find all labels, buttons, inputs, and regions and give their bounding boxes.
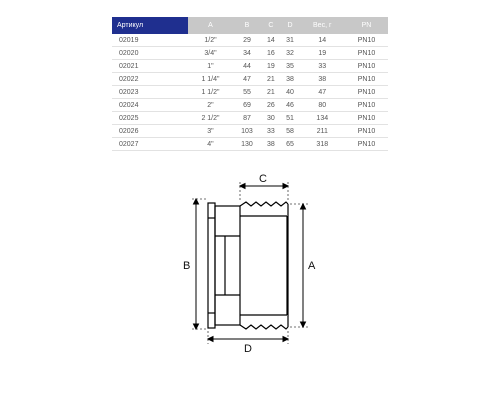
column-header-a: A [188, 17, 232, 34]
column-header-weight: Вес, г [300, 17, 345, 34]
cell-weight: 33 [300, 60, 345, 73]
dimension-label-a: A [308, 260, 316, 272]
arrow-head [301, 204, 306, 209]
cell-b: 103 [233, 125, 262, 138]
cell-b: 44 [233, 60, 262, 73]
table-row [112, 47, 388, 60]
cell-b: 87 [233, 112, 262, 125]
cell-c: 14 [261, 34, 280, 47]
cell-weight: 38 [300, 73, 345, 86]
cell-pn: PN10 [345, 34, 388, 47]
table-body [112, 34, 388, 151]
cell-article: 02026 [112, 125, 188, 138]
cell-b: 55 [233, 86, 262, 99]
cell-d: 32 [280, 47, 299, 60]
cell-d: 40 [280, 86, 299, 99]
thread-bottom [240, 325, 288, 329]
cell-c: 19 [261, 60, 280, 73]
cell-d: 51 [280, 112, 299, 125]
cell-weight: 19 [300, 47, 345, 60]
cell-b: 34 [233, 47, 262, 60]
table-row [112, 138, 388, 151]
table-row [112, 34, 388, 47]
cell-pn: PN10 [345, 112, 388, 125]
cell-pn: PN10 [345, 47, 388, 60]
cell-weight: 47 [300, 86, 345, 99]
column-header-pn: PN [345, 17, 388, 34]
table-row [112, 73, 388, 86]
cell-article: 02021 [112, 60, 188, 73]
arrow-head [194, 324, 199, 329]
spec-table [112, 17, 388, 151]
cell-pn: PN10 [345, 86, 388, 99]
cell-b: 47 [233, 73, 262, 86]
arrow-head [194, 199, 199, 204]
cell-pn: PN10 [345, 125, 388, 138]
thread-top [240, 202, 288, 206]
table-header-row [112, 17, 388, 34]
cell-article: 02020 [112, 47, 188, 60]
cell-d: 58 [280, 125, 299, 138]
arrow-head [283, 184, 288, 189]
cell-c: 21 [261, 73, 280, 86]
cell-d: 35 [280, 60, 299, 73]
cell-b: 69 [233, 99, 262, 112]
column-header-c: C [261, 17, 280, 34]
column-header-d: D [280, 17, 299, 34]
cell-a: 1/2" [188, 34, 232, 47]
cell-weight: 14 [300, 34, 345, 47]
cell-article: 02022 [112, 73, 188, 86]
dimension-label-c: C [259, 173, 267, 185]
cell-a: 4" [188, 138, 232, 151]
cell-a: 1" [188, 60, 232, 73]
cell-article: 02025 [112, 112, 188, 125]
dimension-label-d: D [244, 343, 252, 355]
arrow-head [283, 337, 288, 342]
cell-weight: 134 [300, 112, 345, 125]
table-row [112, 112, 388, 125]
cell-c: 33 [261, 125, 280, 138]
cell-article: 02023 [112, 86, 188, 99]
cell-c: 26 [261, 99, 280, 112]
cell-c: 30 [261, 112, 280, 125]
arrow-head [240, 184, 245, 189]
arrow-head [208, 337, 213, 342]
cell-c: 38 [261, 138, 280, 151]
cell-pn: PN10 [345, 60, 388, 73]
cell-a: 3" [188, 125, 232, 138]
arrow-head [301, 322, 306, 327]
cell-a: 2 1/2" [188, 112, 232, 125]
cell-a: 1 1/4" [188, 73, 232, 86]
dimension-label-b: B [183, 260, 191, 272]
cell-weight: 318 [300, 138, 345, 151]
cell-pn: PN10 [345, 138, 388, 151]
cell-a: 3/4" [188, 47, 232, 60]
cell-b: 130 [233, 138, 262, 151]
body-outline [215, 206, 240, 325]
cell-b: 29 [233, 34, 262, 47]
cell-article: 02024 [112, 99, 188, 112]
cell-d: 38 [280, 73, 299, 86]
cell-d: 46 [280, 99, 299, 112]
cell-a: 2" [188, 99, 232, 112]
flange-outline [208, 203, 215, 328]
table-row [112, 86, 388, 99]
cell-weight: 211 [300, 125, 345, 138]
cell-a: 1 1/2" [188, 86, 232, 99]
cell-c: 16 [261, 47, 280, 60]
cell-d: 65 [280, 138, 299, 151]
column-header-article: Артикул [112, 17, 188, 34]
column-header-b: B [233, 17, 262, 34]
cell-article: 02019 [112, 34, 188, 47]
table-row [112, 125, 388, 138]
fitting-drawing [170, 168, 330, 355]
cell-pn: PN10 [345, 73, 388, 86]
cell-c: 21 [261, 86, 280, 99]
table-row [112, 99, 388, 112]
table-row [112, 60, 388, 73]
cell-d: 31 [280, 34, 299, 47]
cell-article: 02027 [112, 138, 188, 151]
cell-pn: PN10 [345, 99, 388, 112]
cell-weight: 80 [300, 99, 345, 112]
